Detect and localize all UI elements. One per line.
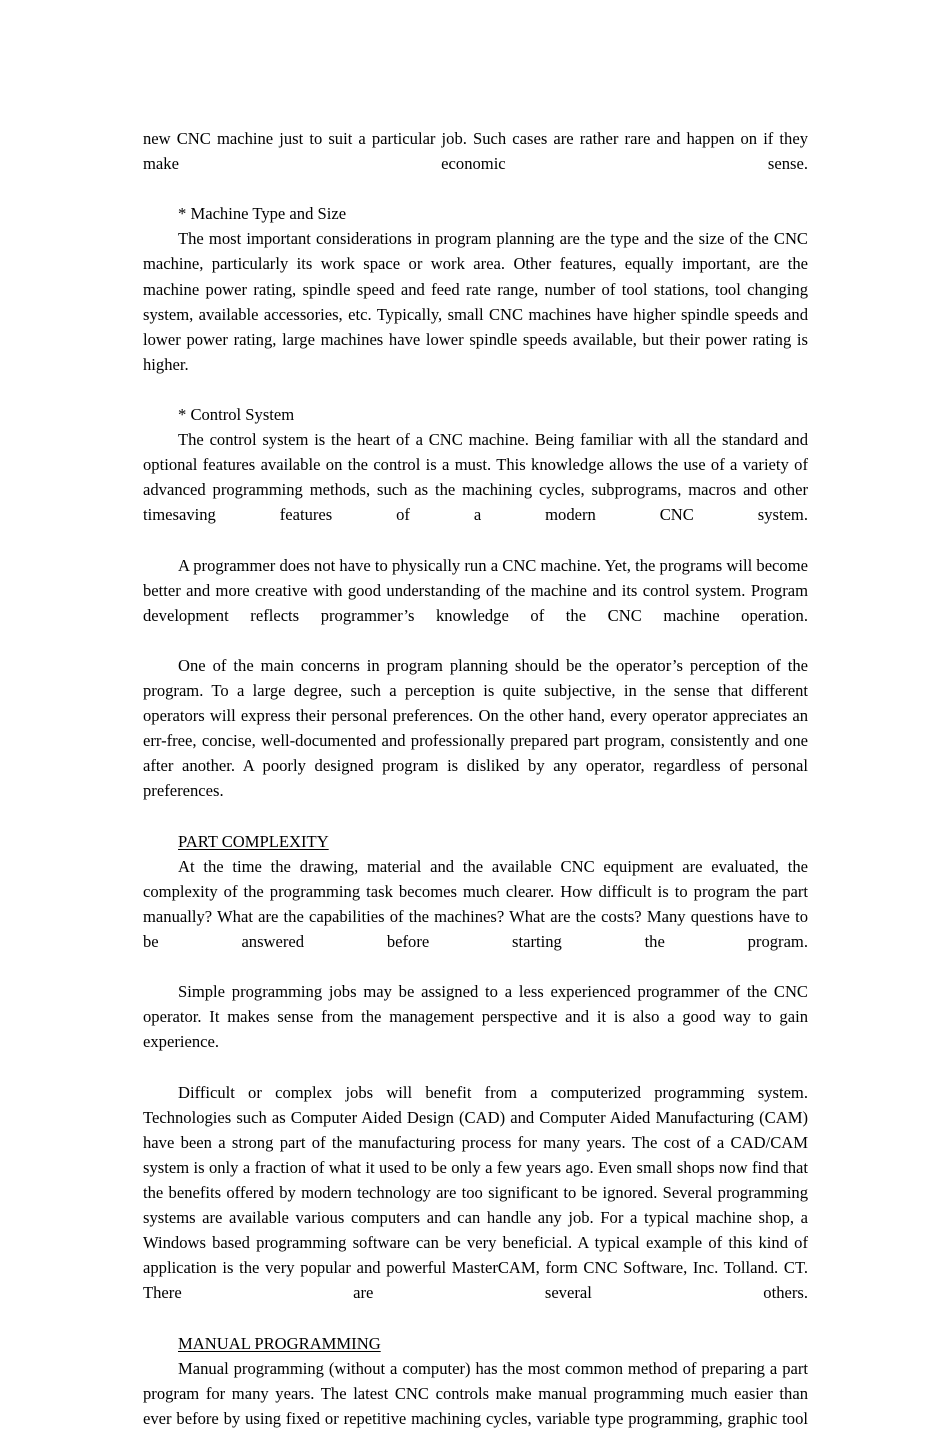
- document-text-column: [143, 126, 808, 1456]
- paragraph-machine-type-and-size: The most important considerations in program planning are the type and the size of the CNC machine, particularly its work space or work area. Other features, equally important, are the machine power rating, spindle speed and feed rate range, number of tool stations, tool changing system, available accessories, etc. Typically, small CNC machines have higher spindle speeds and lower power rating, large machines have lower spindle speeds available, but their power rating is higher.: [143, 229, 808, 374]
- section-heading-part-complexity: [143, 829, 808, 854]
- paragraph-programmer-creativity: A programmer does not have to physically run a CNC machine. Yet, the programs will become better and more creative with good understanding of the machine and its control system. Program development reflects programmer’s knowledge of the CNC machine operation.: [143, 555, 808, 625]
- paragraph-operator-perception: One of the main concerns in program planning should be the operator’s perception of the program. To a large degree, such a perception is quite subjective, in the sense that different operators will express their personal preferences. On the other hand, every operator appreciates an err-free, concise, well-documented and professionally prepared part program, consistently and one after another. A poorly designed program is disliked by any operator, regardless of personal preferences.: [143, 655, 808, 801]
- subheading-machine-type-and-size: * Machine Type and Size: [178, 204, 347, 224]
- paragraph-manual-programming: Manual programming (without a computer) has the most common method of preparing a part program for many years. The latest CNC controls make manual programming much easier than ever before by using fixed or repetitive machining cycles, variable type programming, graphic tool: [143, 1358, 808, 1428]
- paragraph-control-system: The control system is the heart of a CNC machine. Being familiar with all the standard and optional features available on the control is a must. This knowledge allows the use of a variety of advanced programming methods, such as the machining cycles, subprograms, macros and other timesaving features of a modern CNC system.: [143, 430, 808, 525]
- paragraph-difficult-jobs: Difficult or complex jobs will benefit from a computerized programming system. Technologies such as Computer Aided Design (CAD) and Computer Aided Manufacturing (CAM) have been a strong part of the manufacturing process for many years. The cost of a CAD/CAM system is only a fraction of what it used to be only a few years ago. Even small shops now find that the benefits offered by modern technology are too significant to be ignored. Several programming systems are available various computers and can handle any job. For a typical machine shop, a Windows based programming software can be very beneficial. A typical example of this kind of application is the very popular and powerful MasterCAM, form CNC Software, Inc. Tolland. CT. There are several others.: [143, 1082, 808, 1303]
- paragraph-continuation: new CNC machine just to suit a particular job. Such cases are rather rare and happen on if they make economic sense.: [143, 129, 808, 174]
- section-heading-part-complexity-label: PART COMPLEXITY: [178, 831, 329, 851]
- paragraph-part-complexity: At the time the drawing, material and the available CNC equipment are evaluated, the complexity of the programming task becomes much clearer. How difficult is to program the part manually? What are the capabilities of the machines? What are the costs? Many questions have to be answered before starting the program.: [143, 856, 808, 951]
- paragraph-simple-jobs: Simple programming jobs may be assigned to a less experienced programmer of the CNC operator. It makes sense from the management perspective and it is also a good way to gain experience.: [143, 982, 808, 1052]
- subheading-control-system: * Control System: [178, 405, 295, 425]
- section-heading-manual-programming: [143, 1331, 808, 1356]
- section-heading-manual-programming-label: MANUAL PROGRAMMING: [178, 1333, 381, 1353]
